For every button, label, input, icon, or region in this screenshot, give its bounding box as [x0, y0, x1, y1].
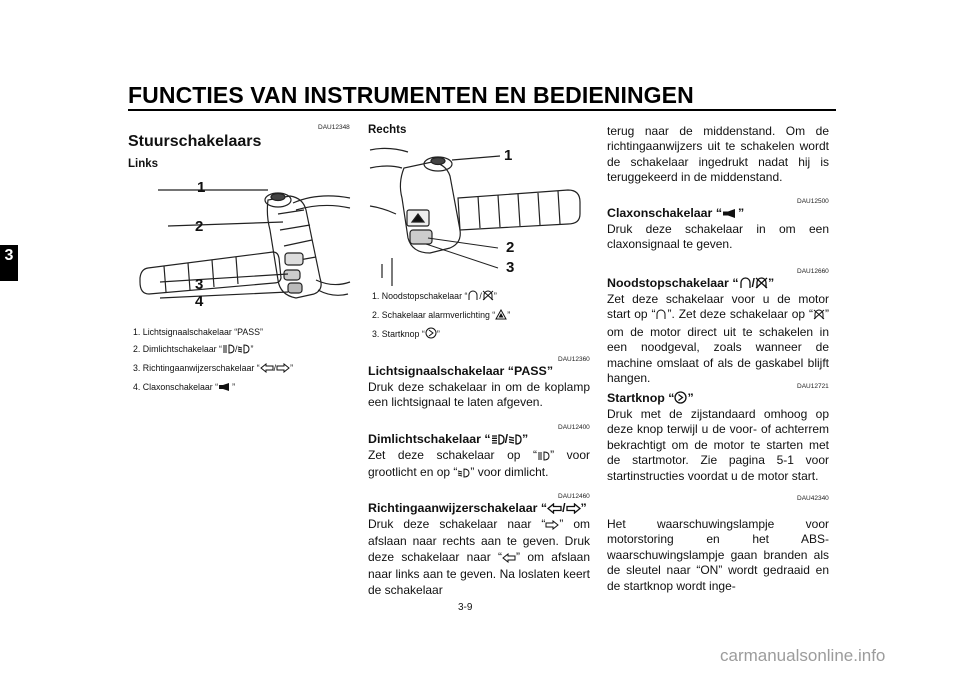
caption-item [372, 307, 510, 326]
section-heading [368, 432, 528, 448]
hazard-icon [495, 309, 507, 326]
engine-run-icon [655, 309, 667, 324]
callout-2: 2 [506, 239, 515, 256]
section-body [368, 448, 590, 483]
caption-text: Schakelaar alarmverlichting “ [381, 310, 496, 320]
header-rule [128, 109, 836, 111]
high-beam-icon [491, 434, 505, 448]
caption-end: ” [493, 291, 497, 301]
caption-item [133, 341, 293, 360]
right-handlebar-illustration [368, 138, 593, 288]
section-heading [368, 501, 587, 517]
caption-text: Noodstopschakelaar “ [381, 291, 468, 301]
caption-end: ” [507, 310, 511, 320]
caption-item [372, 288, 510, 307]
left-turn-icon [260, 362, 277, 379]
doc-code: DAU42340 [797, 495, 829, 502]
low-beam-icon [457, 467, 470, 482]
body-text: ” voor grootlicht en op “ [368, 448, 590, 480]
start-icon [674, 391, 687, 407]
horn-icon [218, 381, 232, 398]
section-body: terug naar de middenstand. Om de richtingaanwijzers uit te schakelen wordt de schakelaar ingedrukt nadat hij is teruggekeerd in de middenstand. [607, 124, 829, 185]
section-body: Druk deze schakelaar in om de koplamp een lichtsignaal te laten afgeven. [368, 380, 590, 410]
caption-num: 1. [133, 327, 141, 337]
section-heading [607, 206, 744, 222]
callout-2: 2 [195, 218, 204, 235]
section-body [607, 292, 829, 386]
left-turn-icon [547, 503, 562, 517]
caption-item [133, 360, 293, 379]
doc-code: DAU12721 [797, 383, 829, 390]
middle-captions [372, 288, 510, 345]
page-number: 3-9 [458, 602, 473, 613]
caption-text: Dimlichtschakelaar “ [142, 344, 222, 354]
caption-sep: / [479, 291, 482, 301]
doc-code: DAU12460 [558, 493, 590, 500]
heading-end: ” [687, 391, 694, 405]
body-text: ” om afslaan naar links aan te geven. Na loslaten keert de schakelaar [368, 549, 591, 597]
heading-end: ” [580, 501, 587, 515]
callout-1: 1 [504, 147, 513, 164]
section-title: Stuurschakelaars [128, 133, 262, 150]
section-heading [607, 391, 694, 407]
section-heading [607, 276, 774, 292]
section-body [368, 517, 590, 598]
caption-end: ” [232, 382, 236, 392]
section-body: Druk met de zijstandaard omhoog op deze knop terwijl u de voor- of achterrem bekrachtigt om de motor te starten met de startmotor. Zie pagina 5-1 voor startinstructies voordat u de motor start. [607, 407, 829, 483]
doc-code: DAU12400 [558, 424, 590, 431]
horn-icon [722, 208, 738, 222]
heading-text: Startknop “ [607, 391, 675, 405]
section-heading: Lichtsignaalschakelaar “PASS” [368, 364, 554, 378]
caption-end: ” [436, 329, 440, 339]
subsection-title: Links [128, 158, 159, 170]
caption-sep: / [273, 363, 277, 373]
body-text: ” om afslaan naar rechts aan te geven. Druk deze schakelaar naar “ [368, 517, 590, 564]
chapter-number: 3 [4, 247, 14, 264]
high-beam-icon [222, 343, 238, 360]
engine-run-icon [467, 290, 482, 307]
page-header-title: FUNCTIES VAN INSTRUMENTEN EN BEDIENINGEN [128, 82, 694, 108]
body-text: Druk deze schakelaar naar “ [368, 517, 546, 531]
engine-stop-icon [813, 309, 825, 324]
heading-text: Dimlichtschakelaar “ [368, 432, 491, 446]
doc-code: DAU12500 [797, 198, 829, 205]
engine-run-icon [739, 277, 752, 292]
body-text: Zet deze schakelaar op “ [368, 448, 538, 462]
section-body: Druk deze schakelaar in om een claxonsignaal te geven. [607, 222, 829, 252]
body-text: ” om de motor direct uit te schakelen in een noodgeval, zoals wanneer de machine omslaat of als de gaskabel blijft hangen. [607, 307, 829, 386]
caption-num: 2. [133, 344, 141, 354]
left-turn-icon [502, 552, 516, 567]
start-icon [425, 327, 437, 345]
left-handlebar-illustration [128, 170, 353, 318]
caption-end: ” [290, 363, 294, 373]
body-text: ” voor dimlicht. [470, 465, 549, 480]
heading-end: ” [522, 432, 529, 446]
caption-num: 3. [372, 329, 380, 339]
caption-num: 3. [133, 363, 141, 373]
callout-3: 3 [195, 276, 204, 293]
doc-code: DAU12660 [797, 268, 829, 275]
right-turn-icon [273, 362, 290, 379]
callout-4: 4 [195, 293, 204, 310]
body-text: Zet deze schakelaar voor u de motor start op “ [607, 292, 829, 322]
body-text: ”. Zet deze schakelaar op “ [667, 307, 813, 322]
low-beam-icon [237, 343, 250, 360]
callout-1: 1 [197, 179, 206, 196]
engine-stop-icon [755, 277, 768, 292]
caption-num: 4. [133, 382, 141, 392]
heading-sep: / [562, 501, 566, 515]
caption-text: Startknop “ [381, 329, 425, 339]
caption-item [133, 379, 293, 398]
heading-end: ” [767, 276, 775, 290]
heading-sep: / [751, 276, 755, 290]
section-body: Het waarschuwingslampje voor motorstoring en het ABS-waarschuwingslampje gaan branden als de sleutel naar “ON” wordt gedraaid en de startknop wordt inge- [607, 517, 829, 593]
left-captions [133, 324, 293, 398]
heading-sep: / [504, 432, 509, 446]
callout-3: 3 [506, 259, 515, 276]
heading-text: Claxonschakelaar “ [607, 206, 723, 220]
caption-item [133, 324, 293, 341]
right-turn-icon [545, 519, 559, 534]
watermark: carmanualsonline.info [720, 646, 886, 665]
high-beam-icon [537, 450, 550, 465]
doc-code: DAU12348 [318, 124, 350, 131]
caption-sep: / [235, 344, 238, 354]
caption-num: 2. [372, 310, 380, 320]
caption-text: Claxonschakelaar “ [142, 382, 219, 392]
caption-num: 1. [372, 291, 380, 301]
heading-end: ” [738, 206, 745, 220]
engine-stop-icon [482, 290, 494, 307]
doc-code: DAU12360 [558, 356, 590, 363]
caption-text: Richtingaanwijzerschakelaar “ [142, 363, 260, 373]
caption-end: ” [250, 344, 254, 354]
subsection-title: Rechts [368, 124, 407, 136]
caption-item [372, 326, 510, 345]
right-turn-icon [566, 503, 581, 517]
heading-text: Noodstopschakelaar “ [607, 276, 739, 290]
caption-text: Lichtsignaalschakelaar “PASS” [142, 327, 263, 337]
heading-text: Richtingaanwijzerschakelaar “ [368, 501, 548, 515]
low-beam-icon [508, 434, 522, 448]
